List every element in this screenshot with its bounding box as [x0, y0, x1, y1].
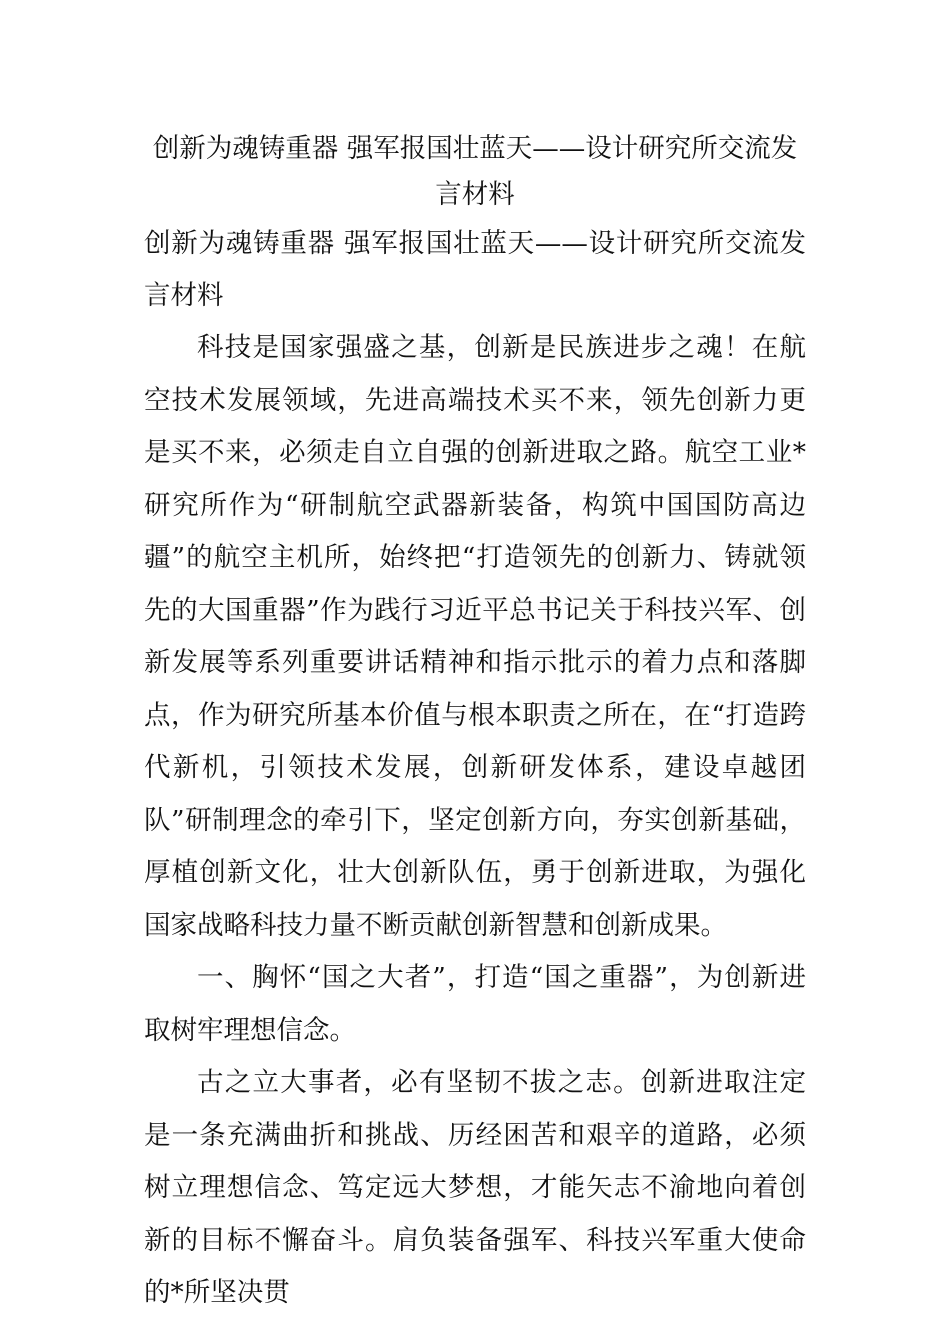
document-repeated-title: 创新为魂铸重器 强军报国壮蓝天——设计研究所交流发言材料: [144, 228, 806, 311]
body-paragraph-intro: 科技是国家强盛之基，创新是民族进步之魂！在航空技术发展领域，先进高端技术买不来，领先创新力更是买不来，必须走自立自强的创新进取之路。航空工业*研究所作为“研制航空武器新装备，构筑中国国防高边疆”的航空主机所，始终把“打造领先的创新力、铸就领先的大国重器”作为践行习近平总书记关于科技兴军、创新发展等系列重要讲话精神和指示批示的着力点和落脚点，作为研究所基本价值与根本职责之所在，在“打造跨代新机，引领技术发展，创新研发体系，建设卓越团队”研制理念的牵引下，坚定创新方向，夯实创新基础，厚植创新文化，壮大创新队伍，勇于创新进取，为强化国家战略科技力量不断贡献创新智慧和创新成果。: [144, 332, 806, 941]
section-heading-one: 一、胸怀“国之大者”，打造“国之重器”，为创新进取树牢理想信念。: [144, 962, 806, 1046]
document-title: 创新为魂铸重器 强军报国壮蓝天——设计研究所交流发言材料: [152, 133, 798, 210]
body-paragraph-section-one: 古之立大事者，必有坚韧不拔之志。创新进取注定是一条充满曲折和挑战、历经困苦和艰辛的道路，必须树立理想信念、笃定远大梦想，才能矢志不渝地向着创新的目标不懈奋斗。肩负装备强军、科技兴军重大使命的*所坚决贯: [144, 1067, 806, 1308]
